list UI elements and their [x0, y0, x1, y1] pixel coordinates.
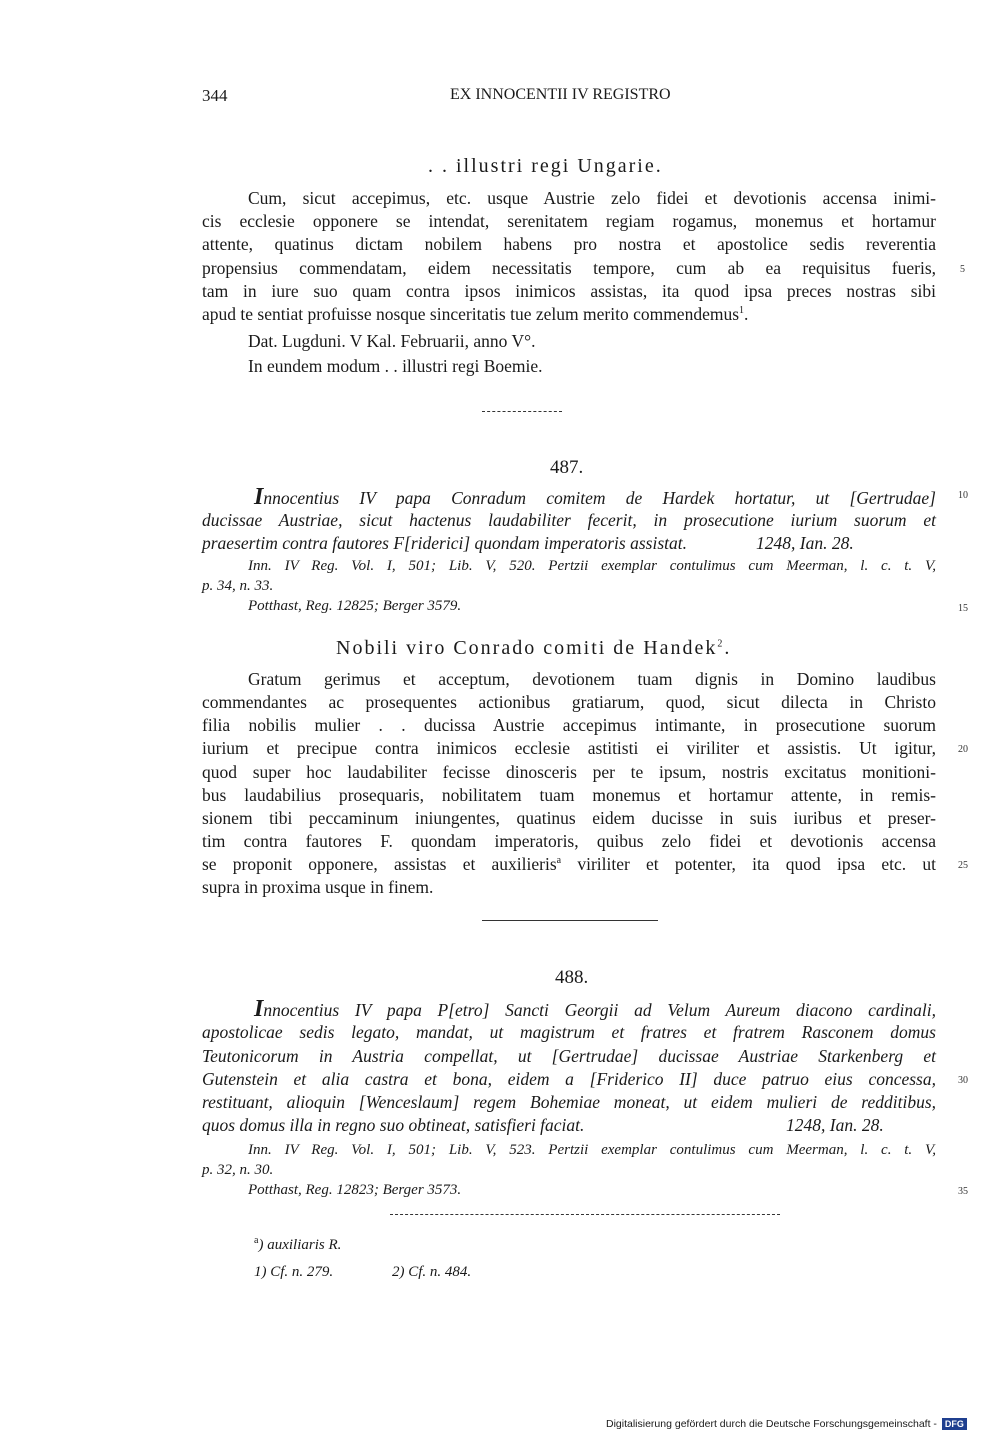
- text-line: attente, quatinus dictam nobilem habens pro nostra et apostolice sedis reverentia: [202, 234, 936, 254]
- summary-line: apostolicae sedis legato, mandat, ut magistrum et fratres et fratrem Rasconem domus: [202, 1022, 936, 1042]
- footnote-ref: 1: [739, 305, 745, 317]
- footnote-text: ) auxiliaris R.: [258, 1237, 342, 1253]
- address-text: Nobili viro Conrado comiti de Handek: [336, 637, 718, 659]
- text-line: Cum, sicut accepimus, etc. usque Austrie zelo fidei et devotionis accensa inimi-: [248, 188, 936, 208]
- initial-letter: I: [254, 484, 264, 510]
- footnote-1: 1) Cf. n. 279.: [254, 1264, 334, 1280]
- document-number: 488.: [555, 967, 589, 988]
- digitization-credit: [606, 1418, 967, 1430]
- letter1-address: . . illustri regi Ungarie.: [428, 155, 663, 177]
- summary-line: restituant, alioquin [Wenceslaum] regem Bohemiae moneat, ut eidem mulieri de redditibus,: [202, 1092, 936, 1112]
- text-line: bus laudabilius prosequaris, nobilitatem tuam monemus et hortamur attente, in remis-: [202, 785, 936, 805]
- letter1-eundem: In eundem modum . . illustri regi Boemie.: [248, 356, 543, 376]
- line-number: 35: [958, 1186, 968, 1197]
- source-line: p. 34, n. 33.: [202, 578, 274, 594]
- text-line-content: se proponit opponere, assistas et auxilieris: [202, 854, 557, 874]
- text-line: propensius commendatam, eidem necessitatis tempore, cum ab ea requisitus fueris,: [202, 258, 936, 278]
- summary-date: 1248, Ian. 28.: [786, 1115, 884, 1135]
- text-line: apud te sentiat profuisse nosque sinceritatis tue zelum merito commendemus$^1$.: [202, 304, 749, 324]
- footnote-marker: a: [254, 1235, 259, 1246]
- line-number: 30: [958, 1075, 968, 1086]
- footnote-a: [254, 1237, 341, 1254]
- line-number: 15: [958, 603, 968, 614]
- page-number: 344: [202, 86, 228, 105]
- text-line: sionem tibi peccaminum iniungentes, quatinus eidem ducisse in suis iuribus et preser-: [202, 808, 936, 828]
- running-title: EX INNOCENTII IV REGISTRO: [450, 86, 671, 103]
- summary-line: quos domus illa in regno suo obtineat, satisfieri faciat.: [202, 1115, 585, 1135]
- summary-date: 1248, Ian. 28.: [756, 533, 854, 553]
- text-line: iurium et precipue contra inimicos ecclesie astitisti ei viriliter et assistis. Ut igitur,: [202, 738, 936, 758]
- line-number: 20: [958, 744, 968, 755]
- letter1-date: Dat. Lugduni. V Kal. Februarii, anno V°.: [248, 331, 536, 351]
- summary-line: ducissae Austriae, sicut hactenus laudabiliter fecerit, in prosecutione iurium suorum et: [202, 510, 936, 530]
- summary-line: [254, 996, 936, 1023]
- summary-text: nnocentius IV papa Conradum comitem de Hardek hortatur, ut [Gertrudae]: [263, 488, 936, 508]
- line-number: 10: [958, 490, 968, 501]
- text-line: supra in proxima usque in finem.: [202, 877, 434, 897]
- separator: [482, 920, 658, 921]
- text-line: cis ecclesie opponere se intendat, serenitatem regiam rogamus, monemus et hortamur: [202, 211, 936, 231]
- summary-text: nnocentius IV papa P[etro] Sancti Georgii ad Velum Aureum diacono cardinali,: [263, 1000, 936, 1020]
- text-line: commendantes ac prosequentes actionibus gratiarum, quod, sicut dilecta in Christo: [202, 692, 936, 712]
- footnote-separator: [390, 1214, 780, 1215]
- source-line: p. 32, n. 30.: [202, 1162, 274, 1178]
- text-line: [202, 854, 936, 875]
- summary-line: Gutenstein et alia castra et bona, eidem a [Friderico II] duce patruo eius concessa,: [202, 1069, 936, 1089]
- summary-line: [254, 484, 936, 511]
- text-line-content: viriliter et potenter, ita quod ipsa etc. ut: [561, 854, 936, 874]
- credit-text: Digitalisierung gefördert durch die Deutsche Forschungsgemeinschaft -: [606, 1418, 937, 1430]
- text-line: filia nobilis mulier . . ducissa Austrie accepimus intimante, in prosecutione suorum: [202, 715, 936, 735]
- text-line: tim contra fautores F. quondam imperatoris, quibus zelo fidei et devotionis accensa: [202, 831, 936, 851]
- text-line: tam in iure suo quam contra ipsos inimicos assistas, ita quod ipsa preces nostras sibi: [202, 281, 936, 301]
- footnote-ref: 2: [717, 638, 725, 650]
- initial-letter: I: [254, 996, 264, 1022]
- text-line-content: apud te sentiat profuisse nosque sinceritatis tue zelum merito commendemus: [202, 304, 740, 324]
- summary-line: praesertim contra fautores F[riderici] quondam imperatoris assistat.: [202, 533, 687, 553]
- summary-line: Teutonicorum in Austria compellat, ut [Gertrudae] ducissae Austriae Starkenberg et: [202, 1046, 936, 1066]
- source-line: Inn. IV Reg. Vol. I, 501; Lib. V, 523. Pertzii exemplar contulimus cum Meerman, l. c. t. V,: [248, 1142, 936, 1158]
- source-line: Inn. IV Reg. Vol. I, 501; Lib. V, 520. Pertzii exemplar contulimus cum Meerman, l. c. t. V,: [248, 558, 936, 574]
- separator: [482, 411, 562, 412]
- line-number: 5: [960, 264, 965, 275]
- source-line: Potthast, Reg. 12825; Berger 3579.: [248, 598, 462, 614]
- footnote-2: 2) Cf. n. 484.: [392, 1264, 472, 1280]
- source-line: Potthast, Reg. 12823; Berger 3573.: [248, 1182, 462, 1198]
- footnote-ref: a: [556, 855, 562, 867]
- line-number: 25: [958, 860, 968, 871]
- text-line: Gratum gerimus et acceptum, devotionem tuam dignis in Domino laudibus: [248, 669, 936, 689]
- dfg-logo: DFG: [942, 1418, 967, 1430]
- doc487-address: Nobili viro Conrado comiti de Handek$^2$.: [336, 637, 732, 659]
- document-number: 487.: [550, 457, 584, 478]
- text-line: quod super hoc laudabiliter fecisse dinosceris per te ipsum, nostris excitatus monitioni-: [202, 762, 936, 782]
